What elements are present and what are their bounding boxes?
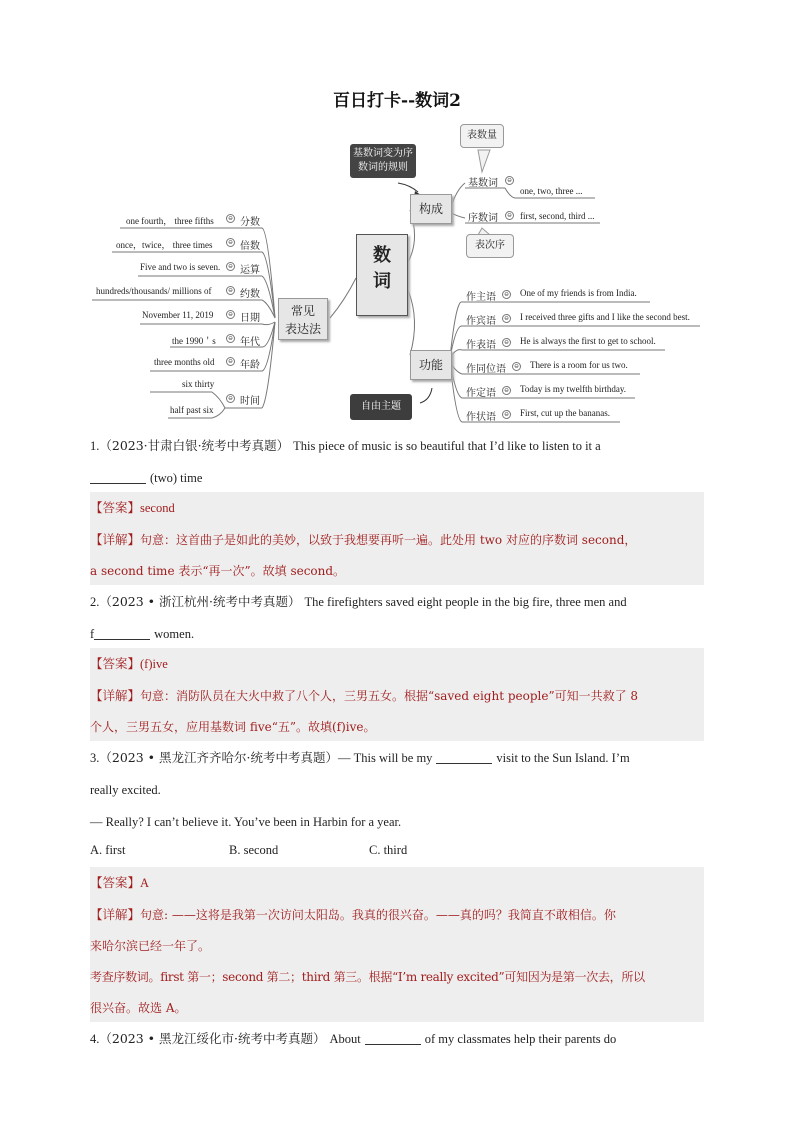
answer-value: A	[140, 876, 150, 890]
cardinal-example: one, two, three ...	[520, 186, 583, 196]
question-2	[90, 586, 704, 650]
detail-text: a second time 表示“再一次”。故填 second。	[90, 564, 346, 578]
expression-example: November 11, 2019	[142, 310, 214, 320]
collapse-icon: ⊖	[227, 395, 234, 402]
function-role: 作主语	[466, 292, 496, 303]
expression-example: once，twice， three times	[116, 240, 213, 250]
detail-text: 句意：消防队员在大火中救了八个人，三男五女。根据“saved eight people”可知一共救了 8	[140, 689, 639, 703]
collapse-icon: ⊖	[503, 315, 510, 322]
question-text: women.	[154, 627, 195, 641]
question-text: About	[329, 1032, 361, 1046]
expression-example: Five and two is seven.	[140, 262, 221, 272]
function-example: One of my friends is from India.	[520, 288, 637, 298]
question-4	[90, 1023, 704, 1055]
question-text: visit to the Sun Island. I’m	[496, 751, 630, 765]
expressions-node: 常见 表达法	[278, 298, 328, 340]
answer-box	[90, 492, 704, 585]
option-c[interactable]: C. third	[369, 843, 408, 857]
answer-value: second	[140, 501, 175, 515]
detail-text: 来哈尔滨已经一年了。	[90, 939, 211, 953]
option-b[interactable]: B. second	[229, 843, 279, 857]
expression-type: 年代	[240, 337, 260, 348]
detail-label: 【详解】	[90, 688, 141, 703]
page-title: 百日打卡--数词2	[333, 91, 461, 111]
function-example: Today is my twelfth birthday.	[520, 384, 627, 394]
answer-label: 【答案】	[90, 875, 141, 890]
function-role: 作同位语	[466, 364, 506, 375]
bubble-order: 表次序	[466, 234, 514, 258]
answer-box	[90, 648, 704, 741]
function-example: I received three gifts and I like the second best.	[520, 312, 690, 322]
question-source: （2023 • 黑龙江齐齐哈尔·统考中考真题）	[99, 750, 338, 765]
collapse-icon: ⊖	[227, 263, 234, 270]
question-text: (two) time	[149, 471, 203, 485]
detail-label: 【详解】	[90, 907, 141, 922]
question-number: 4.	[90, 1032, 100, 1046]
expression-type: 年龄	[240, 360, 260, 371]
question-text: really excited.	[90, 783, 161, 797]
time-example: six thirty	[182, 379, 215, 389]
collapse-icon: ⊖	[227, 239, 234, 246]
option-a[interactable]: A. first	[90, 843, 126, 857]
detail-text: 句意: ——这将是我第一次访问太阳岛。我真的很兴奋。——真的吗？我简直不敢相信。你	[140, 908, 616, 922]
function-node: 功能	[410, 350, 452, 380]
expression-example: hundreds/thousands/ millions of	[96, 286, 212, 296]
question-text: The firefighters saved eight people in the big fire, three men and	[304, 595, 627, 609]
question-text: f	[90, 627, 95, 641]
composition-node: 构成	[410, 194, 452, 224]
bubble-quantity: 表数量	[460, 124, 504, 148]
question-1	[90, 430, 704, 494]
rule-note: 基数词变为序数词的规则	[350, 144, 416, 178]
expression-type: 约数	[240, 289, 260, 300]
function-role: 作宾语	[466, 316, 496, 327]
question-text: of my classmates help their parents do	[424, 1032, 617, 1046]
collapse-icon: ⊖	[227, 335, 234, 342]
collapse-icon: ⊖	[513, 363, 520, 370]
answer-blank	[365, 1030, 421, 1045]
question-number: 2.	[90, 595, 100, 609]
question-number: 1.	[90, 439, 100, 453]
detail-text: 句意：这首曲子是如此的美妙，以致于我想要再听一遍。此处用 two 对应的序数词 second，	[140, 533, 637, 547]
question-number: 3.	[90, 751, 100, 765]
collapse-icon: ⊖	[227, 358, 234, 365]
collapse-icon: ⊖	[503, 339, 510, 346]
expression-example: three months old	[154, 357, 215, 367]
function-role: 作状语	[466, 412, 496, 423]
collapse-icon: ⊖	[503, 387, 510, 394]
collapse-icon: ⊖	[227, 215, 234, 222]
function-role: 作表语	[466, 340, 496, 351]
collapse-icon: ⊖	[227, 311, 234, 318]
function-example: There is a room for us two.	[530, 360, 628, 370]
question-3	[90, 742, 704, 838]
collapse-icon: ⊖	[503, 291, 510, 298]
mind-map-connectors	[0, 0, 794, 430]
detail-text: 很兴奋。故选 A。	[90, 1001, 187, 1015]
expression-example: the 1990＇s	[172, 336, 216, 346]
time-example: half past six	[170, 405, 214, 415]
question-source: （2023·甘肃白银·统考中考真题）	[99, 438, 290, 453]
collapse-icon: ⊖	[506, 212, 513, 219]
collapse-icon: ⊖	[506, 177, 513, 184]
answer-box	[90, 867, 704, 1022]
ordinal-example: first, second, third ...	[520, 211, 595, 221]
expression-type: 日期	[240, 313, 260, 324]
question-text: This piece of music is so beautiful that I’d like to listen to it a	[293, 439, 601, 453]
collapse-icon: ⊖	[503, 411, 510, 418]
answer-blank	[90, 469, 146, 484]
expression-type: 分数	[240, 217, 260, 228]
ordinal-label: 序数词	[468, 213, 498, 224]
function-example: First, cut up the bananas.	[520, 408, 610, 418]
free-topic-node: 自由主题	[350, 394, 412, 420]
detail-label: 【详解】	[90, 532, 141, 547]
mind-map	[0, 0, 794, 430]
collapse-icon: ⊖	[227, 287, 234, 294]
question-source: （2023 • 黑龙江绥化市·统考中考真题）	[99, 1031, 326, 1046]
detail-text: 考查序数词。first 第一；second 第二；third 第三。根据“I’m really excited”可知因为是第一次去，所以	[90, 970, 645, 984]
expression-type: 运算	[240, 265, 260, 276]
answer-label: 【答案】	[90, 500, 141, 515]
answer-label: 【答案】	[90, 656, 141, 671]
question-text: — Really? I can’t believe it. You’ve been in Harbin for a year.	[90, 815, 402, 829]
function-example: He is always the first to get to school.	[520, 336, 656, 346]
answer-value: (f)ive	[140, 657, 168, 671]
answer-blank	[94, 625, 150, 640]
question-source: （2023 • 浙江杭州·统考中考真题）	[99, 594, 301, 609]
expression-example: one fourth， three fifths	[126, 216, 214, 226]
center-node: 数 词	[356, 234, 408, 316]
expression-type: 时间	[240, 396, 260, 407]
question-text: — This will be my	[337, 751, 433, 765]
detail-text: 个人，三男五女，应用基数词 five“五”。故填(f)ive。	[90, 720, 376, 734]
function-role: 作定语	[466, 388, 496, 399]
answer-blank	[436, 749, 492, 764]
cardinal-label: 基数词	[468, 178, 498, 189]
expression-type: 倍数	[240, 241, 260, 252]
